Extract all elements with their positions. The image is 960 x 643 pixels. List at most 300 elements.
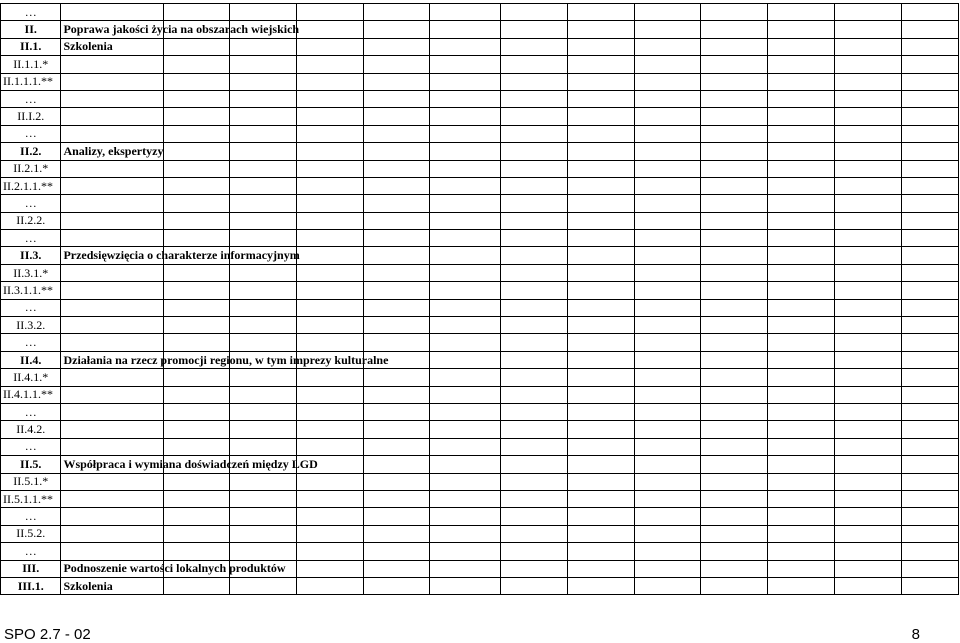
value-cell bbox=[834, 160, 901, 177]
value-cell bbox=[568, 125, 635, 142]
value-cell bbox=[430, 160, 501, 177]
value-cell bbox=[230, 543, 297, 560]
value-cell bbox=[297, 56, 364, 73]
table-row bbox=[1, 160, 959, 177]
value-cell bbox=[768, 490, 835, 507]
value-cell bbox=[297, 247, 364, 264]
value-cell bbox=[901, 143, 958, 160]
row-description-cell bbox=[61, 160, 163, 177]
table-row bbox=[1, 4, 959, 21]
table-row bbox=[1, 247, 959, 264]
budget-table bbox=[0, 3, 959, 595]
value-cell bbox=[430, 508, 501, 525]
value-cell bbox=[163, 143, 230, 160]
row-code-cell: II.3.2. bbox=[1, 317, 61, 334]
value-cell bbox=[568, 230, 635, 247]
row-description-cell: Działania na rzecz promocji regionu, w tym imprezy kulturalne bbox=[61, 351, 163, 368]
value-cell bbox=[163, 525, 230, 542]
row-description-cell bbox=[61, 108, 163, 125]
value-cell bbox=[834, 212, 901, 229]
value-cell bbox=[363, 90, 430, 107]
table-row bbox=[1, 108, 959, 125]
value-cell bbox=[501, 247, 568, 264]
value-cell bbox=[501, 508, 568, 525]
value-cell bbox=[568, 90, 635, 107]
value-cell bbox=[834, 421, 901, 438]
value-cell bbox=[230, 73, 297, 90]
value-cell bbox=[163, 212, 230, 229]
value-cell bbox=[230, 525, 297, 542]
value-cell bbox=[834, 403, 901, 420]
value-cell bbox=[568, 403, 635, 420]
row-description-cell: Analizy, ekspertyzy bbox=[61, 143, 163, 160]
value-cell bbox=[568, 73, 635, 90]
table-row bbox=[1, 230, 959, 247]
row-description-cell bbox=[61, 508, 163, 525]
row-description-cell bbox=[61, 543, 163, 560]
value-cell bbox=[701, 438, 768, 455]
value-cell bbox=[634, 525, 701, 542]
value-cell bbox=[297, 421, 364, 438]
row-description-cell bbox=[61, 421, 163, 438]
value-cell bbox=[363, 21, 430, 38]
value-cell bbox=[701, 351, 768, 368]
value-cell bbox=[501, 56, 568, 73]
value-cell bbox=[768, 560, 835, 577]
value-cell bbox=[701, 525, 768, 542]
value-cell bbox=[501, 230, 568, 247]
value-cell bbox=[230, 4, 297, 21]
table-row bbox=[1, 351, 959, 368]
table-body bbox=[1, 4, 959, 595]
table-row bbox=[1, 56, 959, 73]
value-cell bbox=[297, 73, 364, 90]
value-cell bbox=[768, 38, 835, 55]
value-cell bbox=[297, 90, 364, 107]
value-cell bbox=[297, 125, 364, 142]
value-cell bbox=[430, 125, 501, 142]
value-cell bbox=[297, 143, 364, 160]
value-cell bbox=[501, 264, 568, 281]
value-cell bbox=[297, 4, 364, 21]
value-cell bbox=[901, 108, 958, 125]
value-cell bbox=[230, 125, 297, 142]
value-cell bbox=[230, 508, 297, 525]
table-row bbox=[1, 38, 959, 55]
value-cell bbox=[363, 490, 430, 507]
value-cell bbox=[430, 264, 501, 281]
value-cell bbox=[363, 508, 430, 525]
value-cell bbox=[701, 299, 768, 316]
value-cell bbox=[501, 38, 568, 55]
value-cell bbox=[834, 543, 901, 560]
value-cell bbox=[701, 125, 768, 142]
value-cell bbox=[501, 108, 568, 125]
value-cell bbox=[430, 212, 501, 229]
value-cell bbox=[634, 473, 701, 490]
value-cell bbox=[701, 160, 768, 177]
value-cell bbox=[363, 334, 430, 351]
value-cell bbox=[501, 90, 568, 107]
value-cell bbox=[568, 177, 635, 194]
value-cell bbox=[568, 4, 635, 21]
table-row bbox=[1, 282, 959, 299]
value-cell bbox=[297, 369, 364, 386]
value-cell bbox=[701, 108, 768, 125]
value-cell bbox=[363, 438, 430, 455]
value-cell bbox=[430, 4, 501, 21]
value-cell bbox=[834, 56, 901, 73]
value-cell bbox=[230, 299, 297, 316]
value-cell bbox=[430, 369, 501, 386]
value-cell bbox=[430, 90, 501, 107]
value-cell bbox=[363, 56, 430, 73]
value-cell bbox=[568, 38, 635, 55]
value-cell bbox=[430, 299, 501, 316]
value-cell bbox=[568, 456, 635, 473]
value-cell bbox=[768, 230, 835, 247]
value-cell bbox=[163, 317, 230, 334]
value-cell bbox=[768, 73, 835, 90]
row-code-cell: II.3.1.* bbox=[1, 264, 61, 281]
value-cell bbox=[768, 525, 835, 542]
value-cell bbox=[568, 543, 635, 560]
value-cell bbox=[163, 38, 230, 55]
row-description-cell: Poprawa jakości życia na obszarach wiejskich bbox=[61, 21, 163, 38]
value-cell bbox=[768, 195, 835, 212]
row-description-cell bbox=[61, 177, 163, 194]
table-row bbox=[1, 143, 959, 160]
row-code-cell: … bbox=[1, 4, 61, 21]
row-description-cell bbox=[61, 264, 163, 281]
value-cell bbox=[834, 4, 901, 21]
value-cell bbox=[768, 90, 835, 107]
value-cell bbox=[901, 21, 958, 38]
value-cell bbox=[901, 212, 958, 229]
value-cell bbox=[634, 177, 701, 194]
value-cell bbox=[163, 473, 230, 490]
value-cell bbox=[634, 282, 701, 299]
value-cell bbox=[230, 386, 297, 403]
value-cell bbox=[297, 490, 364, 507]
value-cell bbox=[430, 386, 501, 403]
value-cell bbox=[701, 386, 768, 403]
value-cell bbox=[163, 369, 230, 386]
value-cell bbox=[297, 21, 364, 38]
value-cell bbox=[430, 525, 501, 542]
value-cell bbox=[163, 160, 230, 177]
value-cell bbox=[501, 282, 568, 299]
value-cell bbox=[768, 299, 835, 316]
value-cell bbox=[297, 473, 364, 490]
value-cell bbox=[297, 195, 364, 212]
value-cell bbox=[230, 490, 297, 507]
value-cell bbox=[768, 282, 835, 299]
value-cell bbox=[230, 177, 297, 194]
value-cell bbox=[430, 56, 501, 73]
value-cell bbox=[501, 177, 568, 194]
value-cell bbox=[163, 108, 230, 125]
value-cell bbox=[163, 230, 230, 247]
value-cell bbox=[297, 386, 364, 403]
value-cell bbox=[568, 525, 635, 542]
value-cell bbox=[901, 473, 958, 490]
row-code-cell: II.2.1.1.** bbox=[1, 177, 61, 194]
value-cell bbox=[363, 212, 430, 229]
value-cell bbox=[230, 282, 297, 299]
value-cell bbox=[297, 160, 364, 177]
row-description-cell: Podnoszenie wartości lokalnych produktów bbox=[61, 560, 163, 577]
value-cell bbox=[163, 264, 230, 281]
value-cell bbox=[834, 525, 901, 542]
value-cell bbox=[901, 264, 958, 281]
value-cell bbox=[568, 21, 635, 38]
row-description-cell bbox=[61, 90, 163, 107]
value-cell bbox=[163, 195, 230, 212]
value-cell bbox=[230, 403, 297, 420]
value-cell bbox=[768, 577, 835, 594]
row-description-cell bbox=[61, 299, 163, 316]
value-cell bbox=[568, 577, 635, 594]
value-cell bbox=[163, 577, 230, 594]
value-cell bbox=[834, 264, 901, 281]
value-cell bbox=[834, 438, 901, 455]
value-cell bbox=[701, 421, 768, 438]
value-cell bbox=[834, 73, 901, 90]
table-row bbox=[1, 73, 959, 90]
table-row bbox=[1, 317, 959, 334]
value-cell bbox=[701, 473, 768, 490]
row-code-cell: II.I.2. bbox=[1, 108, 61, 125]
value-cell bbox=[230, 577, 297, 594]
value-cell bbox=[568, 560, 635, 577]
value-cell bbox=[834, 299, 901, 316]
value-cell bbox=[634, 403, 701, 420]
row-code-cell: … bbox=[1, 125, 61, 142]
value-cell bbox=[634, 56, 701, 73]
value-cell bbox=[568, 212, 635, 229]
row-code-cell: … bbox=[1, 508, 61, 525]
value-cell bbox=[430, 143, 501, 160]
value-cell bbox=[834, 456, 901, 473]
value-cell bbox=[501, 386, 568, 403]
value-cell bbox=[901, 490, 958, 507]
value-cell bbox=[297, 212, 364, 229]
value-cell bbox=[501, 143, 568, 160]
value-cell bbox=[501, 160, 568, 177]
value-cell bbox=[634, 438, 701, 455]
value-cell bbox=[568, 438, 635, 455]
value-cell bbox=[163, 438, 230, 455]
row-description-cell bbox=[61, 490, 163, 507]
value-cell bbox=[430, 195, 501, 212]
value-cell bbox=[568, 369, 635, 386]
value-cell bbox=[701, 264, 768, 281]
row-description-cell bbox=[61, 125, 163, 142]
value-cell bbox=[901, 125, 958, 142]
value-cell bbox=[901, 38, 958, 55]
footer-document-code: SPO 2.7 - 02 bbox=[4, 626, 91, 643]
value-cell bbox=[230, 438, 297, 455]
value-cell bbox=[634, 247, 701, 264]
row-description-cell: Przedsięwzięcia o charakterze informacyjnym bbox=[61, 247, 163, 264]
value-cell bbox=[501, 4, 568, 21]
value-cell bbox=[901, 421, 958, 438]
value-cell bbox=[163, 421, 230, 438]
row-code-cell: II.2.2. bbox=[1, 212, 61, 229]
value-cell bbox=[430, 73, 501, 90]
value-cell bbox=[901, 456, 958, 473]
value-cell bbox=[297, 282, 364, 299]
value-cell bbox=[230, 369, 297, 386]
value-cell bbox=[230, 90, 297, 107]
value-cell bbox=[363, 386, 430, 403]
value-cell bbox=[163, 125, 230, 142]
value-cell bbox=[568, 317, 635, 334]
value-cell bbox=[363, 143, 430, 160]
value-cell bbox=[634, 577, 701, 594]
value-cell bbox=[768, 438, 835, 455]
value-cell bbox=[701, 143, 768, 160]
value-cell bbox=[363, 560, 430, 577]
value-cell bbox=[701, 456, 768, 473]
value-cell bbox=[501, 560, 568, 577]
table-row bbox=[1, 125, 959, 142]
table-row bbox=[1, 473, 959, 490]
value-cell bbox=[701, 195, 768, 212]
value-cell bbox=[768, 247, 835, 264]
value-cell bbox=[430, 317, 501, 334]
value-cell bbox=[363, 299, 430, 316]
value-cell bbox=[430, 577, 501, 594]
value-cell bbox=[768, 212, 835, 229]
value-cell bbox=[701, 577, 768, 594]
value-cell bbox=[634, 21, 701, 38]
row-description-cell bbox=[61, 195, 163, 212]
value-cell bbox=[163, 508, 230, 525]
value-cell bbox=[501, 456, 568, 473]
table-row bbox=[1, 577, 959, 594]
value-cell bbox=[834, 21, 901, 38]
value-cell bbox=[568, 143, 635, 160]
value-cell bbox=[768, 473, 835, 490]
value-cell bbox=[834, 317, 901, 334]
value-cell bbox=[163, 282, 230, 299]
value-cell bbox=[634, 543, 701, 560]
value-cell bbox=[297, 230, 364, 247]
row-code-cell: … bbox=[1, 334, 61, 351]
value-cell bbox=[163, 490, 230, 507]
value-cell bbox=[768, 543, 835, 560]
value-cell bbox=[701, 247, 768, 264]
value-cell bbox=[501, 369, 568, 386]
value-cell bbox=[901, 508, 958, 525]
value-cell bbox=[901, 351, 958, 368]
row-description-cell bbox=[61, 56, 163, 73]
value-cell bbox=[901, 160, 958, 177]
value-cell bbox=[363, 125, 430, 142]
value-cell bbox=[363, 73, 430, 90]
table-row bbox=[1, 264, 959, 281]
value-cell bbox=[634, 108, 701, 125]
row-description-cell bbox=[61, 4, 163, 21]
row-description-cell bbox=[61, 73, 163, 90]
value-cell bbox=[363, 177, 430, 194]
value-cell bbox=[568, 282, 635, 299]
value-cell bbox=[901, 282, 958, 299]
value-cell bbox=[297, 264, 364, 281]
value-cell bbox=[163, 56, 230, 73]
value-cell bbox=[363, 108, 430, 125]
value-cell bbox=[430, 490, 501, 507]
row-code-cell: II.5.1.* bbox=[1, 473, 61, 490]
value-cell bbox=[701, 543, 768, 560]
value-cell bbox=[834, 195, 901, 212]
row-code-cell: II.5.1.1.** bbox=[1, 490, 61, 507]
value-cell bbox=[163, 403, 230, 420]
value-cell bbox=[701, 508, 768, 525]
value-cell bbox=[568, 473, 635, 490]
value-cell bbox=[230, 473, 297, 490]
value-cell bbox=[834, 38, 901, 55]
value-cell bbox=[701, 4, 768, 21]
row-code-cell: II.1.1.* bbox=[1, 56, 61, 73]
value-cell bbox=[901, 230, 958, 247]
value-cell bbox=[768, 108, 835, 125]
value-cell bbox=[430, 21, 501, 38]
value-cell bbox=[768, 403, 835, 420]
value-cell bbox=[834, 369, 901, 386]
value-cell bbox=[834, 334, 901, 351]
value-cell bbox=[701, 212, 768, 229]
table-row bbox=[1, 560, 959, 577]
table-row bbox=[1, 456, 959, 473]
value-cell bbox=[430, 403, 501, 420]
value-cell bbox=[834, 125, 901, 142]
value-cell bbox=[501, 125, 568, 142]
table-row bbox=[1, 490, 959, 507]
row-code-cell: II.3.1.1.** bbox=[1, 282, 61, 299]
value-cell bbox=[568, 334, 635, 351]
value-cell bbox=[634, 508, 701, 525]
row-code-cell: II.2.1.* bbox=[1, 160, 61, 177]
value-cell bbox=[634, 143, 701, 160]
value-cell bbox=[834, 473, 901, 490]
value-cell bbox=[768, 143, 835, 160]
value-cell bbox=[501, 438, 568, 455]
value-cell bbox=[834, 282, 901, 299]
value-cell bbox=[568, 160, 635, 177]
row-description-cell bbox=[61, 282, 163, 299]
row-code-cell: … bbox=[1, 403, 61, 420]
footer-page-number: 8 bbox=[911, 626, 920, 643]
value-cell bbox=[568, 508, 635, 525]
value-cell bbox=[501, 403, 568, 420]
value-cell bbox=[163, 90, 230, 107]
value-cell bbox=[634, 90, 701, 107]
value-cell bbox=[901, 317, 958, 334]
value-cell bbox=[501, 195, 568, 212]
value-cell bbox=[297, 108, 364, 125]
value-cell bbox=[363, 264, 430, 281]
value-cell bbox=[768, 21, 835, 38]
value-cell bbox=[634, 4, 701, 21]
row-code-cell: II.4. bbox=[1, 351, 61, 368]
value-cell bbox=[634, 560, 701, 577]
value-cell bbox=[768, 4, 835, 21]
value-cell bbox=[163, 543, 230, 560]
value-cell bbox=[363, 160, 430, 177]
